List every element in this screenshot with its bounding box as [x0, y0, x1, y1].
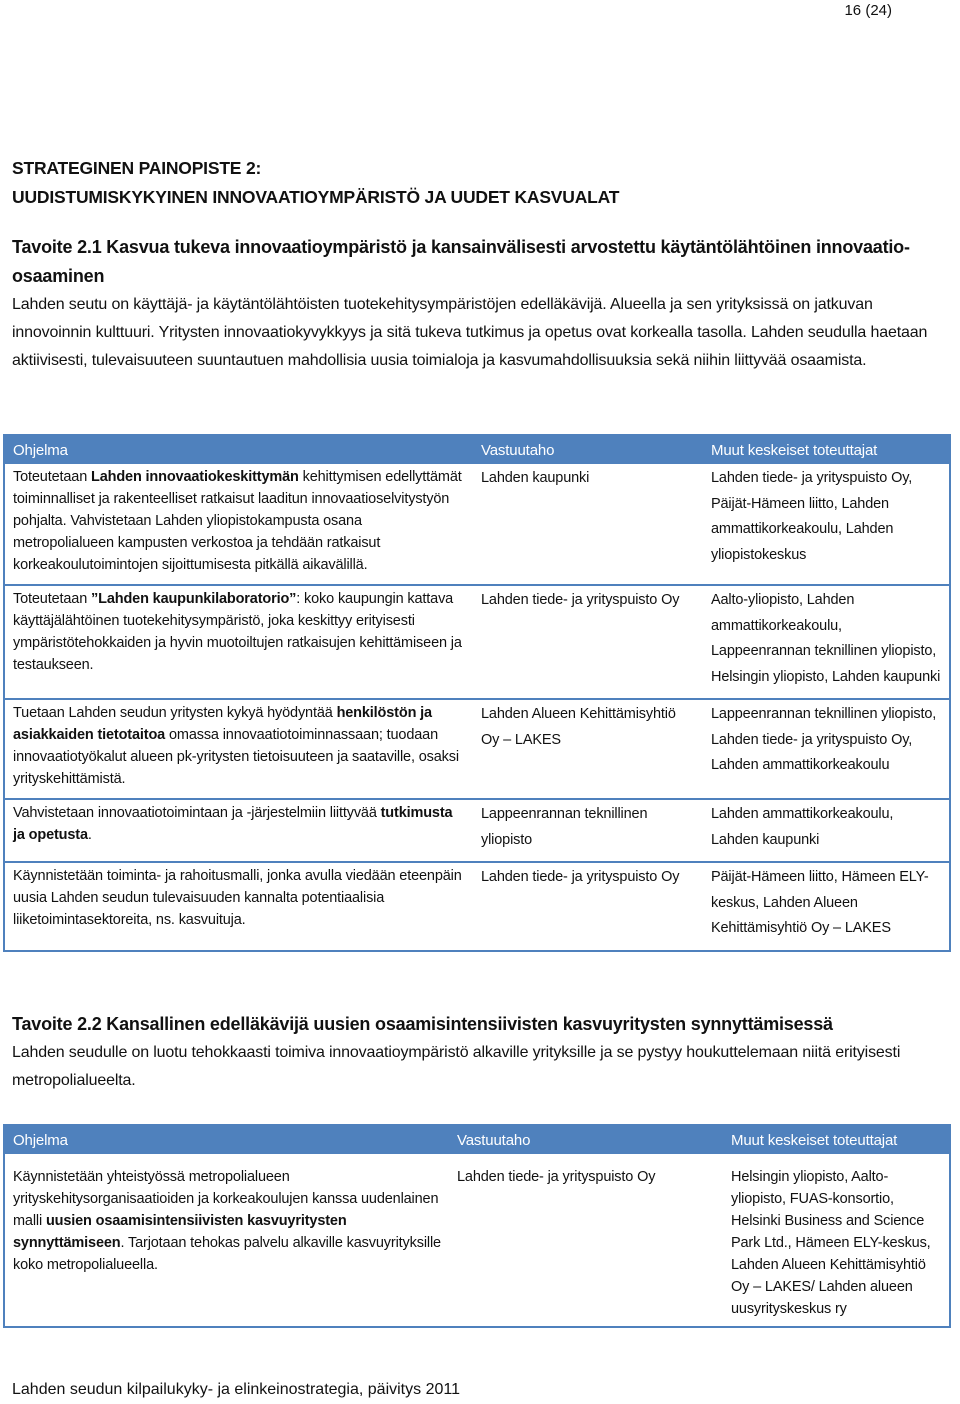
header-others: Muut keskeiset toteuttajat	[703, 435, 950, 464]
goal-2-2	[12, 1010, 932, 1095]
others-cell: Lappeenrannan teknillinen yliopisto, Lahden tiede- ja yrityspuisto Oy, Lahden ammattikorkeakoulu	[703, 699, 950, 799]
table-row	[4, 862, 950, 951]
program-table-2	[3, 1124, 951, 1328]
table-header-row	[4, 1125, 950, 1154]
program-cell: Toteutetaan ”Lahden kaupunkilaboratorio”: koko kaupungin kattava käyttäjälähtöinen tuotekehitysympäristö, joka keskittyy erityisesti ympäristötehokkaiden ja hyvin muotoiltujen ratkaisujen kehittämiseen ja testaukseen.	[4, 585, 473, 699]
others-cell: Helsingin yliopisto, Aalto-yliopisto, FUAS-konsortio, Helsinki Business and Science Park Ltd., Hämeen ELY-keskus, Lahden Alueen Kehittämisyhtiö Oy – LAKES/ Lahden alueen uusyrityskeskus ry	[731, 1169, 931, 1317]
table-row	[4, 464, 950, 585]
table-row	[4, 585, 950, 699]
goal-2-1-body: Lahden seutu on käyttäjä- ja käytäntölähtöisten tuotekehitysympäristöjen edelläkävijä. Alueella ja sen yrityksissä on jatkuvan innovoinnin kulttuuri. Yritysten innovaatiokyvykkyys ja sitä tukeva tutkimus ja opetus ovat korkealla tasolla. Lahden seudulla haetaan aktiivisesti, tulevaisuuteen suuntautuen mahdollisia uusia toimialoja ja kasvumahdollisuuksia sekä niihin liittyvää osaamista.	[12, 296, 928, 369]
program-cell: Käynnistetään toiminta- ja rahoitusmalli, jonka avulla viedään eteenpäin uusia Lahden seudun tulevaisuuden kannalta potentiaalisia liiketoimintasektoreita, ns. kasvuituja.	[4, 862, 473, 951]
responsible-cell: Lahden tiede- ja yrityspuisto Oy	[473, 862, 703, 951]
header-program: Ohjelma	[4, 1125, 449, 1154]
page-footer: Lahden seudun kilpailukyky- ja elinkeinostrategia, päivitys 2011	[12, 1381, 460, 1398]
section-heading	[12, 154, 619, 212]
others-cell: Päijät-Hämeen liitto, Hämeen ELY-keskus, Lahden Alueen Kehittämisyhtiö Oy – LAKES	[703, 862, 950, 951]
header-responsible: Vastuutaho	[473, 435, 703, 464]
others-cell: Aalto-yliopisto, Lahden ammattikorkeakoulu, Lappeenrannan teknillinen yliopisto, Helsingin yliopisto, Lahden kaupunki	[703, 585, 950, 699]
header-responsible: Vastuutaho	[449, 1125, 723, 1154]
responsible-cell: Lahden kaupunki	[481, 470, 590, 486]
others-cell: Lahden tiede- ja yrityspuisto Oy, Päijät-Hämeen liitto, Lahden ammattikorkeakoulu, Lahden yliopistokeskus	[711, 470, 913, 563]
responsible-cell: Lahden Alueen Kehittämisyhtiö Oy – LAKES	[473, 699, 703, 799]
responsible-cell: Lahden tiede- ja yrityspuisto Oy	[457, 1169, 656, 1185]
section-heading-line1: STRATEGINEN PAINOPISTE 2:	[12, 158, 262, 178]
goal-2-1	[12, 233, 932, 375]
goal-2-2-body: Lahden seudulle on luotu tehokkaasti toimiva innovaatioympäristö alkaville yrityksille ja se pystyy houkuttelemaan niitä erityisesti metropolialueelta.	[12, 1044, 901, 1089]
header-others: Muut keskeiset toteuttajat	[723, 1125, 950, 1154]
section-heading-line2: UUDISTUMISKYKYINEN INNOVAATIOYMPÄRISTÖ JA UUDET KASVUALAT	[12, 187, 620, 207]
page-number: 16 (24)	[844, 2, 892, 19]
goal-2-1-title: Tavoite 2.1 Kasvua tukeva innovaatioympäristö ja kansainvälisesti arvostettu käytäntölähtöinen innovaatio-osaaminen	[12, 237, 910, 286]
responsible-cell: Lappeenrannan teknillinen yliopisto	[473, 799, 703, 862]
table-row	[4, 1154, 950, 1327]
responsible-cell: Lahden tiede- ja yrityspuisto Oy	[473, 585, 703, 699]
table-row	[4, 699, 950, 799]
program-cell: Vahvistetaan innovaatiotoimintaan ja -järjestelmiin liittyvää tutkimusta ja opetusta.	[4, 799, 473, 862]
program-cell: Käynnistetään yhteistyössä metropolialueen yrityskehitysorganisaatioiden ja korkeakoulujen kanssa uudenlainen malli uusien osaamisintensiivisten kasvuyritysten synnyttämiseen. Tarjotaan tehokas palvelu alkaville kasvuyrityksille koko metropolialueella.	[13, 1169, 441, 1273]
others-cell: Lahden ammattikorkeakoulu, Lahden kaupunki	[703, 799, 950, 862]
table-header-row	[4, 435, 950, 464]
program-cell: Toteutetaan Lahden innovaatiokeskittymän kehittymisen edellyttämät toiminnalliset ja rakenteelliset ratkaisut laaditun innovaatioselvitystyön pohjalta. Vahvistetaan Lahden yliopistokampusta osana metropolialueen kampusten verkostoa ja tehdään ratkaisut korkeakoulutoimintojen sijoittumisesta pitkällä aikavälillä.	[13, 469, 462, 573]
program-table-1	[3, 434, 951, 952]
header-program: Ohjelma	[4, 435, 473, 464]
goal-2-2-title: Tavoite 2.2 Kansallinen edelläkävijä uusien osaamisintensiivisten kasvuyritysten synnyttämisessä	[12, 1014, 833, 1034]
table-row	[4, 799, 950, 862]
program-cell: Tuetaan Lahden seudun yritysten kykyä hyödyntää henkilöstön ja asiakkaiden tietotaitoa omassa innovaatiotoiminnassaan; tuodaan innovaatiotyökalut alueen pk-yritysten tietoisuuteen ja saataville, osaksi yrityskehittämistä.	[4, 699, 473, 799]
